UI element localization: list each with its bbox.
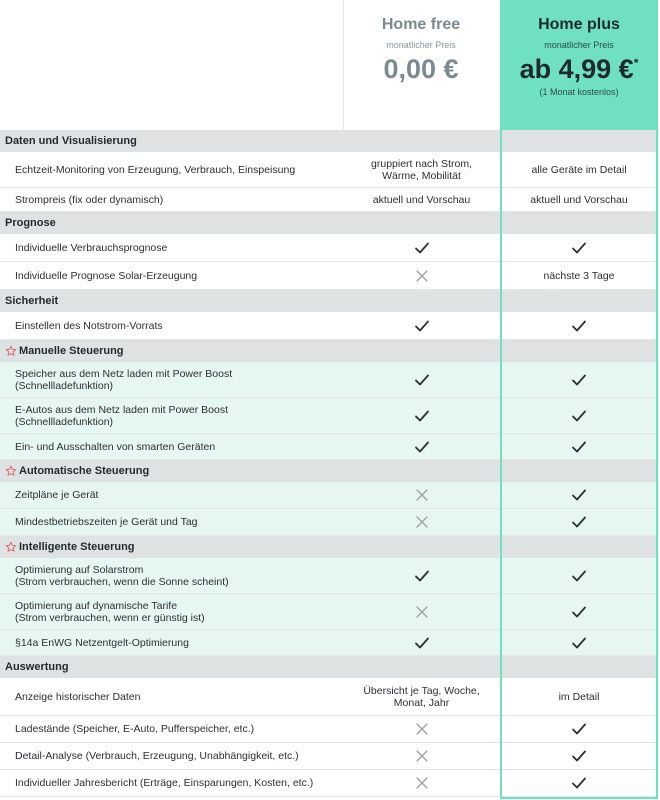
feature-label: Speicher aus dem Netz laden mit Power Boost (Schnellladefunktion): [15, 367, 233, 392]
home-plus-value: [500, 318, 658, 334]
section-header: [0, 212, 658, 234]
home-free-value: [343, 487, 500, 503]
check-icon: [414, 318, 430, 334]
check-icon: [414, 240, 430, 256]
price-value: ab 4,99 €: [519, 54, 634, 84]
cross-icon: [414, 514, 430, 530]
feature-label: Detail-Analyse (Verbrauch, Erzeugung, Unabhängigkeit, etc.): [15, 750, 299, 762]
feature-row: [0, 234, 658, 262]
home-plus-value: aktuell und Vorschau: [530, 193, 628, 206]
home-plus-value: im Detail: [558, 690, 600, 703]
section-title: [0, 345, 124, 357]
home-plus-value: [500, 604, 658, 620]
feature-row: [0, 188, 658, 212]
feature-label: Zeitpläne je Gerät: [15, 489, 99, 501]
section-header: [0, 536, 658, 558]
cross-icon: [414, 775, 430, 791]
feature-row: [0, 482, 658, 509]
feature-row: [0, 509, 658, 536]
home-free-value: [343, 635, 500, 651]
check-icon: [571, 372, 587, 388]
section-header: [0, 656, 658, 678]
home-free-value: [343, 721, 500, 737]
section-title-text: Auswertung: [5, 661, 69, 673]
feature-row: [0, 630, 658, 656]
feature-row: [0, 262, 658, 290]
check-icon: [571, 604, 587, 620]
feature-row: [0, 312, 658, 340]
home-plus-value: [500, 568, 658, 584]
home-free-value: [343, 568, 500, 584]
home-plus-value: [500, 408, 658, 424]
feature-label: Individueller Jahresbericht (Erträge, Einsparungen, Kosten, etc.): [15, 777, 314, 789]
plan-name: Home plus: [538, 16, 620, 33]
check-icon: [414, 408, 430, 424]
check-icon: [571, 439, 587, 455]
section-title: [0, 217, 56, 229]
plan-price-label: monatlicher Preis: [386, 40, 456, 50]
feature-row: [0, 558, 658, 594]
feature-label: Ladestände (Speicher, E-Auto, Pufferspeicher, etc.): [15, 723, 255, 735]
check-icon: [571, 721, 587, 737]
home-free-value: [343, 775, 500, 791]
section-title: [0, 661, 69, 673]
feature-row: [0, 594, 658, 630]
feature-label: Ein- und Ausschalten von smarten Geräten: [15, 440, 216, 453]
feature-row: [0, 743, 658, 770]
check-icon: [414, 439, 430, 455]
home-plus-value: nächste 3 Tage: [543, 269, 615, 282]
home-plus-value: [500, 748, 658, 764]
feature-label: Optimierung auf dynamische Tarife (Strom verbrauchen, wenn er günstig ist): [15, 599, 205, 624]
plan-header-home-plus: [500, 0, 658, 130]
feature-label: Individuelle Prognose Solar-Erzeugung: [15, 269, 198, 282]
section-title-text: Automatische Steuerung: [19, 465, 150, 477]
plan-name: Home free: [381, 16, 461, 33]
star-icon: [5, 541, 17, 553]
check-icon: [571, 775, 587, 791]
home-free-value: [343, 439, 500, 455]
cross-icon: [414, 721, 430, 737]
check-icon: [571, 240, 587, 256]
feature-label: Mindestbetriebszeiten je Gerät und Tag: [15, 516, 198, 528]
cross-icon: [414, 604, 430, 620]
feature-label: Echtzeit-Monitoring von Erzeugung, Verbrauch, Einspeisung: [15, 163, 296, 176]
section-title: [0, 465, 149, 477]
section-title-text: Daten und Visualisierung: [5, 135, 137, 147]
section-title-text: Sicherheit: [5, 295, 59, 307]
price-footnote-mark: *: [633, 56, 639, 70]
home-free-value: [343, 604, 500, 620]
feature-row: [0, 678, 658, 716]
feature-row: [0, 398, 658, 434]
home-free-value: gruppiert nach Strom, Wärme, Mobilität: [371, 157, 472, 182]
check-icon: [571, 318, 587, 334]
feature-row: [0, 362, 658, 398]
check-icon: [571, 408, 587, 424]
home-free-value: Übersicht je Tag, Woche, Monat, Jahr: [363, 684, 480, 709]
section-header: [0, 130, 658, 152]
home-free-value: [343, 372, 500, 388]
home-free-value: aktuell und Vorschau: [372, 193, 471, 206]
section-header: [0, 340, 658, 362]
check-icon: [571, 514, 587, 530]
home-plus-value: [500, 514, 658, 530]
home-plus-value: [500, 487, 658, 503]
feature-comparison-table: [0, 130, 658, 797]
home-plus-value: [500, 721, 658, 737]
feature-row: [0, 716, 658, 743]
check-icon: [571, 748, 587, 764]
home-free-value: [343, 748, 500, 764]
check-icon: [571, 635, 587, 651]
home-free-value: [343, 408, 500, 424]
home-free-value: [343, 268, 500, 284]
check-icon: [414, 372, 430, 388]
feature-label: Individuelle Verbrauchsprognose: [15, 241, 168, 254]
home-plus-value: alle Geräte im Detail: [531, 163, 627, 176]
section-header: [0, 460, 658, 482]
cross-icon: [414, 748, 430, 764]
section-title: [0, 541, 135, 553]
check-icon: [414, 568, 430, 584]
section-title-text: Manuelle Steuerung: [19, 345, 124, 357]
feature-row: [0, 434, 658, 460]
check-icon: [414, 635, 430, 651]
feature-label: Strompreis (fix oder dynamisch): [15, 193, 164, 206]
plan-header-home-free: [343, 0, 498, 130]
feature-label: Einstellen des Notstrom-Vorrats: [15, 319, 163, 332]
feature-label: §14a EnWG Netzentgelt-Optimierung: [15, 636, 189, 649]
home-free-value: [343, 514, 500, 530]
section-title: [0, 135, 137, 147]
check-icon: [571, 568, 587, 584]
feature-row: [0, 152, 658, 188]
home-free-value: [343, 240, 500, 256]
home-plus-value: [500, 775, 658, 791]
feature-row: [0, 770, 658, 797]
section-title-text: Prognose: [5, 217, 56, 229]
home-free-value: [343, 318, 500, 334]
home-plus-value: [500, 439, 658, 455]
star-icon: [5, 345, 17, 357]
feature-label: E-Autos aus dem Netz laden mit Power Boost (Schnellladefunktion): [15, 403, 229, 428]
section-title: [0, 295, 58, 307]
feature-label: Anzeige historischer Daten: [15, 690, 141, 703]
check-icon: [571, 487, 587, 503]
home-plus-value: [500, 240, 658, 256]
section-title-text: Intelligente Steuerung: [19, 541, 135, 553]
home-plus-value: [500, 635, 658, 651]
plan-price: [500, 54, 658, 85]
home-plus-value: [500, 372, 658, 388]
star-icon: [5, 465, 17, 477]
plan-free-trial-note: (1 Monat kostenlos): [539, 87, 619, 97]
plan-price: 0,00 €: [383, 54, 459, 84]
plan-price-label: monatlicher Preis: [544, 40, 614, 50]
cross-icon: [414, 268, 430, 284]
cross-icon: [414, 487, 430, 503]
section-header: [0, 290, 658, 312]
feature-label: Optimierung auf Solarstrom (Strom verbrauchen, wenn die Sonne scheint): [15, 563, 229, 588]
